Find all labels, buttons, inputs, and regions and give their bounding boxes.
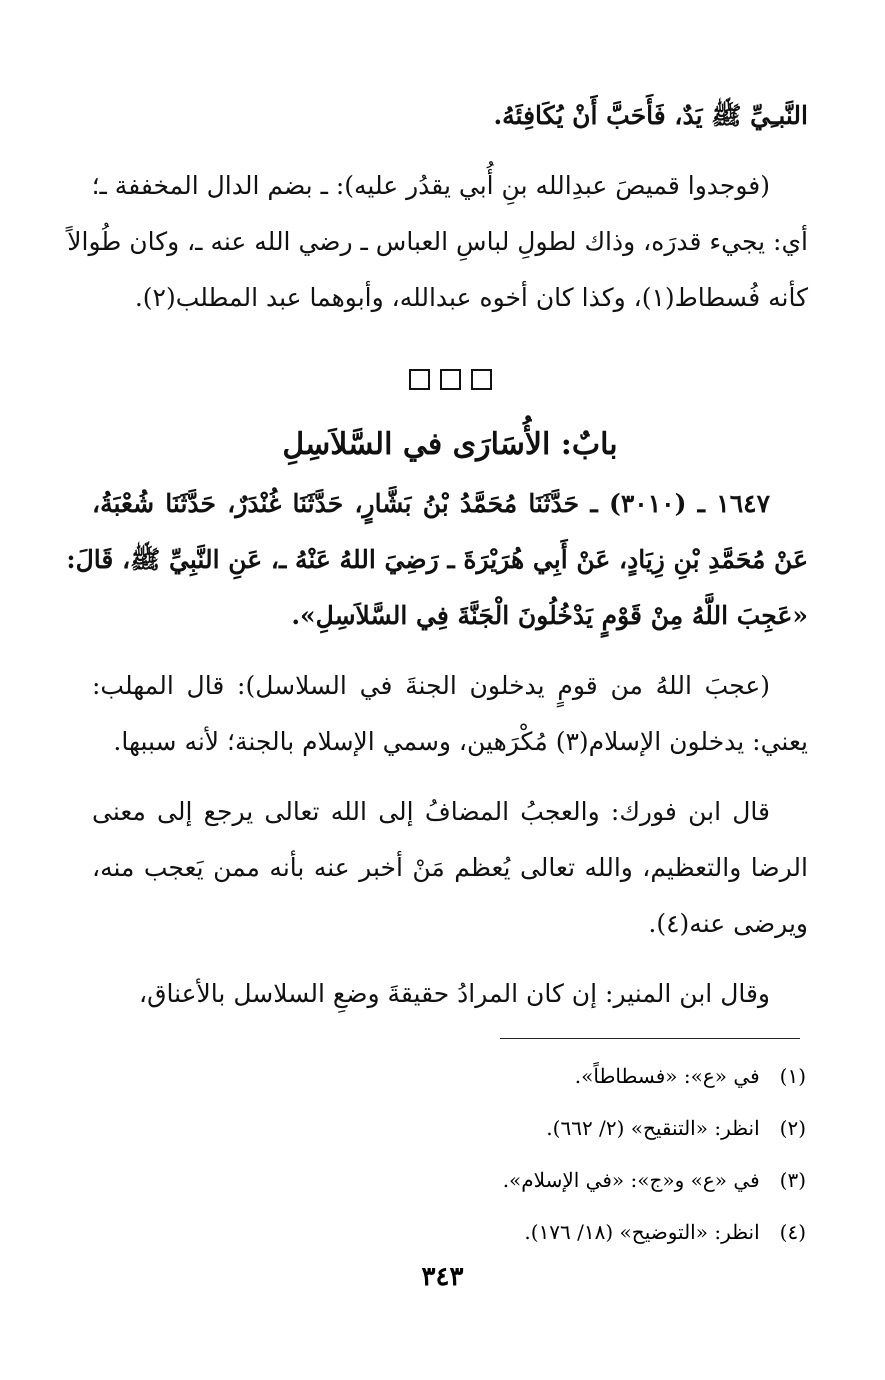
square-ornament (440, 369, 461, 390)
footnote-text: انظر: «التنقيح» (٢/ ٦٦٢). (546, 1116, 760, 1140)
footnote-number: (٤) (779, 1220, 806, 1244)
footnote-item (92, 1206, 808, 1258)
hadith-text (66, 476, 808, 644)
text-line: ١٦٤٧ ـ (٣٠١٠) ـ حَدَّثَنَا مُحَمَّدُ بْنُ بَشَّارٍ، حَدَّثَنَا غُنْدَرٌ، حَدَّثَنَا شُعْبَةُ، (92, 489, 771, 518)
footnote-item (92, 1154, 808, 1206)
footnote-item (92, 1050, 808, 1102)
text-line: وقال ابن المنير: إن كان المرادُ حقيقةَ وضعِ السلاسل بالأعناق، (139, 979, 770, 1008)
paragraph-5 (92, 966, 808, 1022)
text-line: (فوجدوا قميصَ عبدِالله بنِ أُبي يقدُر عليه): ـ بضم الدال المخففة ـ؛ (91, 171, 770, 200)
text-line: عَنْ مُحَمَّدِ بْنِ زِيَادٍ، عَنْ أَبِي هُرَيْرَةَ ـ رَضِيَ اللهُ عَنْهُ ـ، عَنِ النَّبِيِّ ﷺ، قَالَ: (66, 545, 808, 574)
text-line: النَّبـِيِّ ﷺ يَدٌ، فَأَحَبَّ أَنْ يُكَافِئَهُ. (493, 101, 808, 130)
footnote-text: في «ع» و«ج»: «في الإسلام». (502, 1168, 760, 1192)
page-number: ٣٤٣ (421, 1262, 464, 1292)
text-line: أي: يجيء قدرَه، وذاك لطولِ لباسِ العباس ـ رضي الله عنه ـ، وكان طُوالاً (67, 227, 808, 256)
text-line: (عجبَ اللهُ من قومٍ يدخلون الجنةَ في السلاسل): قال المهلب: (92, 671, 771, 700)
footnote-item (92, 1102, 808, 1154)
footnote-number: (٢) (779, 1116, 806, 1140)
text-line: قال ابن فورك: والعجبُ المضافُ إلى الله تعالى يرجع إلى معنى (92, 797, 770, 826)
page-body (66, 88, 808, 1022)
section-separator (92, 354, 808, 404)
footnote-number: (١) (779, 1064, 806, 1088)
paragraph-1 (92, 88, 808, 144)
footnote-number: (٣) (779, 1168, 806, 1192)
footnote-text: في «ع»: «فسطاطاً». (574, 1064, 760, 1088)
paragraph-3 (92, 658, 808, 770)
paragraph-4 (92, 784, 808, 952)
footnote-divider (500, 1038, 800, 1039)
text-line: «عَجِبَ اللَّهُ مِنْ قَوْمٍ يَدْخُلُونَ الْجَنَّةَ فِي السَّلاَسِلِ». (291, 601, 808, 630)
square-ornament (471, 369, 492, 390)
footnotes (92, 1050, 808, 1258)
text-line: ويرضى عنه(٤). (648, 909, 808, 938)
text-line: الرضا والتعظيم، والله تعالى يُعظم مَنْ أخبر عنه بأنه ممن يَعجب منه، (92, 853, 808, 882)
chapter-heading: بابٌ: الأُسَارَى في السَّلاَسِلِ (282, 427, 618, 462)
paragraph-2 (67, 158, 808, 326)
square-ornament (409, 369, 430, 390)
footnote-text: انظر: «التوضيح» (١٨/ ١٧٦). (524, 1220, 760, 1244)
text-line: يعني: يدخلون الإسلام(٣) مُكْرَهين، وسمي الإسلام بالجنة؛ لأنه سببها. (113, 727, 808, 756)
text-line: كأنه فُسطاط(١)، وكذا كان أخوه عبدالله، وأبوهما عبد المطلب(٢). (134, 283, 808, 312)
